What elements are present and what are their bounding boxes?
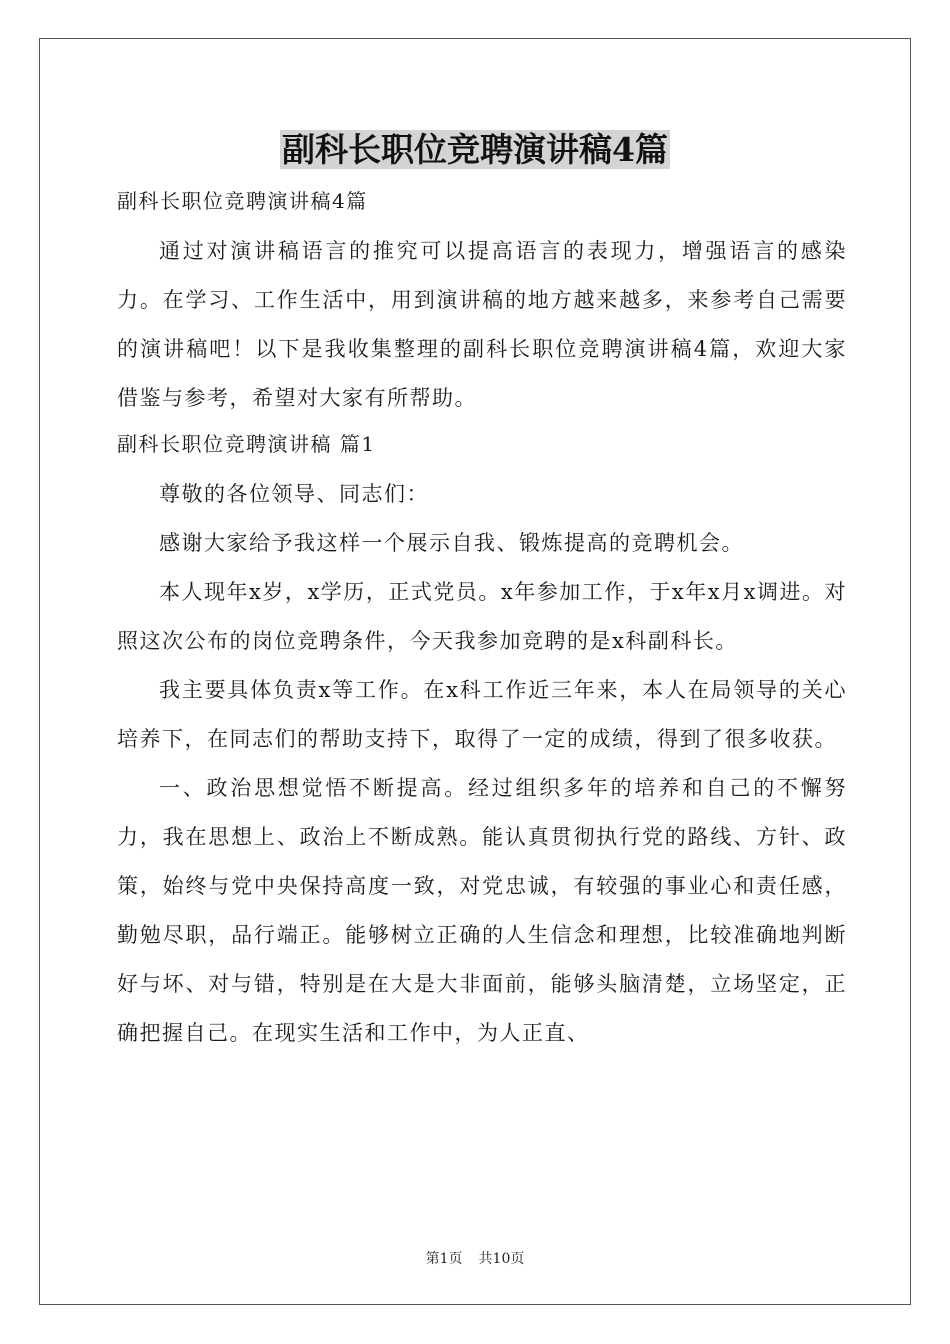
subtitle-line: 副科长职位竞聘演讲稿4篇 [117,189,368,213]
document-body [117,180,847,1058]
political-paragraph: 一、政治思想觉悟不断提高。经过组织多年的培养和自己的不懈努力，我在思想上、政治上不断成熟。能认真贯彻执行党的路线、方针、政策，始终与党中央保持高度一致，对党忠诚，有较强的事业心和责任感，勤勉尽职，品行端正。能够树立正确的人生信念和理想，比较准确地判断好与坏、对与错，特别是在大是大非面前，能够头脑清楚，立场坚定，正确把握自己。在现实生活和工作中，为人正直、 [117,776,847,1045]
document-title-text: 副科长职位竞聘演讲稿4篇 [282,130,668,169]
page-number: 第1页 [425,1251,463,1267]
intro-paragraph: 通过对演讲稿语言的推究可以提高语言的表现力，增强语言的感染力。在学习、工作生活中，用到演讲稿的地方越来越多，来参考自己需要的演讲稿吧！以下是我收集整理的副科长职位竞聘演讲稿4篇，欢迎大家借鉴与参考，希望对大家有所帮助。 [117,239,847,410]
duties-paragraph: 我主要具体负责x等工作。在x科工作近三年来，本人在局领导的关心培养下，在同志们的帮助支持下，取得了一定的成绩，得到了很多收获。 [117,678,847,751]
self-intro-paragraph: 本人现年x岁，x学历，正式党员。x年参加工作，于x年x月x调进。对照这次公布的岗位竞聘条件，今天我参加竞聘的是x科副科长。 [117,580,847,653]
thanks-paragraph: 感谢大家给予我这样一个展示自我、锻炼提高的竞聘机会。 [159,531,744,555]
page-total: 共10页 [478,1251,525,1267]
page-footer [0,1248,950,1268]
section-heading-1: 副科长职位竞聘演讲稿 篇1 [117,432,376,456]
document-title [0,128,950,172]
salutation-paragraph: 尊敬的各位领导、同志们： [159,482,429,506]
